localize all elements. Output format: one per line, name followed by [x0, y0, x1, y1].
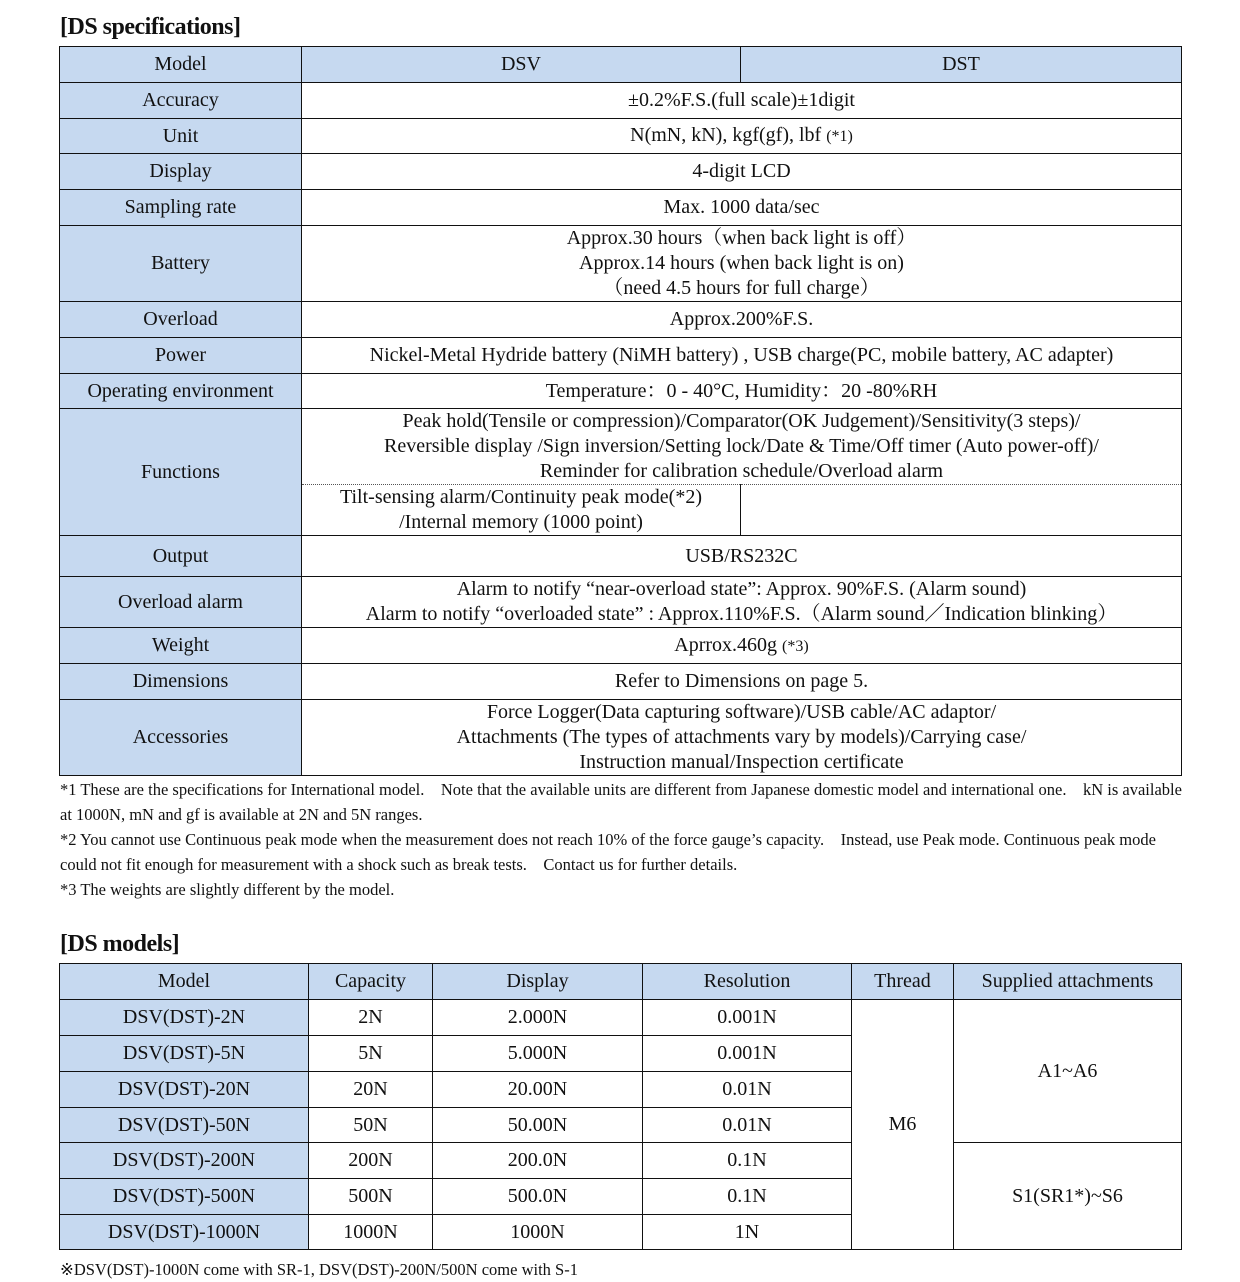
model-name: DSV(DST)-2N [60, 1000, 309, 1036]
footnote-2: *2 You cannot use Continuous peak mode when the measurement does not reach 10% of the force gauge’s capacity. Instead, use Peak mode. Continuous peak mode could not fit enough for measurement with a shock such as break tests. Contact us for further details. [60, 830, 1156, 874]
model-name: DSV(DST)-200N [60, 1143, 309, 1179]
table-row [60, 1143, 1182, 1179]
resolution: 0.001N [643, 1036, 852, 1072]
row-value: 4-digit LCD [302, 154, 1182, 190]
spec-row-operating-environment [60, 374, 1182, 409]
table-row [60, 1000, 1182, 1036]
spec-row-sampling-rate [60, 190, 1182, 226]
spec-row-display [60, 154, 1182, 190]
spec-row-overload-alarm [60, 577, 1182, 628]
display: 20.00N [433, 1072, 643, 1108]
row-value: Approx.30 hours（when back light is off） Approx.14 hours (when back light is on) （need 4.5 hours for full charge） [302, 226, 1182, 302]
spec-row-unit [60, 119, 1182, 154]
col-resolution: Resolution [643, 964, 852, 1000]
row-value: Alarm to notify “near-overload state”: Approx. 90%F.S. (Alarm sound) Alarm to notify “overloaded state” : Approx.110%F.S.（Alarm sound／Indication blinking） [302, 577, 1182, 628]
row-label: Unit [60, 119, 302, 154]
capacity: 20N [309, 1072, 433, 1108]
row-label: Weight [60, 628, 302, 664]
display: 50.00N [433, 1108, 643, 1143]
footnote-1: *1 These are the specifications for International model. Note that the available units are different from Japanese domestic model and international one. kN is available at 1000N, mN and gf is available at 2N and 5N ranges. [60, 780, 1182, 824]
row-value: USB/RS232C [302, 536, 1182, 577]
row-label: Functions [60, 409, 302, 536]
row-label: Overload [60, 302, 302, 338]
spec-row-functions [60, 409, 1182, 485]
spec-row-dimensions [60, 664, 1182, 700]
row-label: Sampling rate [60, 190, 302, 226]
spec-table [59, 46, 1182, 776]
resolution: 1N [643, 1215, 852, 1250]
display: 1000N [433, 1215, 643, 1250]
capacity: 5N [309, 1036, 433, 1072]
spec-row-accessories [60, 700, 1182, 776]
resolution: 0.01N [643, 1108, 852, 1143]
display: 2.000N [433, 1000, 643, 1036]
footnote-3: *3 The weights are slightly different by the model. [60, 880, 395, 899]
resolution: 0.001N [643, 1000, 852, 1036]
row-value: ±0.2%F.S.(full scale)±1digit [302, 83, 1182, 119]
row-label: Accuracy [60, 83, 302, 119]
footnote-ref: (*3) [782, 637, 809, 655]
capacity: 2N [309, 1000, 433, 1036]
attachments-a: A1~A6 [954, 1000, 1182, 1143]
row-label: Display [60, 154, 302, 190]
resolution: 0.1N [643, 1143, 852, 1179]
row-label: Battery [60, 226, 302, 302]
spec-heading: [DS specifications] [60, 14, 241, 40]
spec-row-battery [60, 226, 1182, 302]
row-value: Approx.200%F.S. [302, 302, 1182, 338]
resolution: 0.1N [643, 1179, 852, 1215]
model-name: DSV(DST)-1000N [60, 1215, 309, 1250]
capacity: 200N [309, 1143, 433, 1179]
display: 200.0N [433, 1143, 643, 1179]
row-label: Output [60, 536, 302, 577]
row-value: Refer to Dimensions on page 5. [302, 664, 1182, 700]
spec-footnotes [60, 777, 1182, 902]
col-supplied-attachments: Supplied attachments [954, 964, 1182, 1000]
col-capacity: Capacity [309, 964, 433, 1000]
capacity: 50N [309, 1108, 433, 1143]
spec-row-overload [60, 302, 1182, 338]
row-value: N(mN, kN), kgf(gf), lbf (*1) [302, 119, 1182, 154]
dst-empty-cell [741, 485, 1182, 536]
model-dst: DST [741, 47, 1182, 83]
spec-row-power [60, 338, 1182, 374]
row-value: Force Logger(Data capturing software)/USB cable/AC adaptor/ Attachments (The types of attachments vary by models)/Carrying case/ Instruction manual/Inspection certificate [302, 700, 1182, 776]
resolution: 0.01N [643, 1072, 852, 1108]
dsv-only-functions: Tilt-sensing alarm/Continuity peak mode(*2) /Internal memory (1000 point) [302, 485, 741, 536]
spec-row-output [60, 536, 1182, 577]
display: 500.0N [433, 1179, 643, 1215]
row-label: Power [60, 338, 302, 374]
row-label: Operating environment [60, 374, 302, 409]
row-value: Temperature：0 - 40°C, Humidity：20 -80%RH [302, 374, 1182, 409]
models-heading: [DS models] [60, 931, 180, 957]
row-label: Model [60, 47, 302, 83]
row-value: Max. 1000 data/sec [302, 190, 1182, 226]
spec-row-model [60, 47, 1182, 83]
model-dsv: DSV [302, 47, 741, 83]
models-table [59, 963, 1182, 1250]
row-value: Aprrox.460g (*3) [302, 628, 1182, 664]
model-name: DSV(DST)-500N [60, 1179, 309, 1215]
capacity: 500N [309, 1179, 433, 1215]
col-display: Display [433, 964, 643, 1000]
row-value: Nickel-Metal Hydride battery (NiMH battery) , USB charge(PC, mobile battery, AC adapter) [302, 338, 1182, 374]
models-footnote: ※DSV(DST)-1000N come with SR-1, DSV(DST)-200N/500N come with S-1 [60, 1260, 578, 1279]
row-label: Overload alarm [60, 577, 302, 628]
capacity: 1000N [309, 1215, 433, 1250]
spec-row-accuracy [60, 83, 1182, 119]
model-name: DSV(DST)-50N [60, 1108, 309, 1143]
row-label: Dimensions [60, 664, 302, 700]
row-value: Peak hold(Tensile or compression)/Comparator(OK Judgement)/Sensitivity(3 steps)/ Reversible display /Sign inversion/Setting lock/Date & Time/Off timer (Auto power-off)/ Reminder for calibration schedule/Overload alarm [302, 409, 1182, 485]
row-label: Accessories [60, 700, 302, 776]
spec-row-weight [60, 628, 1182, 664]
model-name: DSV(DST)-20N [60, 1072, 309, 1108]
display: 5.000N [433, 1036, 643, 1072]
models-header-row [60, 964, 1182, 1000]
model-name: DSV(DST)-5N [60, 1036, 309, 1072]
col-model: Model [60, 964, 309, 1000]
col-thread: Thread [852, 964, 954, 1000]
footnote-ref: (*1) [826, 128, 853, 145]
thread: M6 [852, 1000, 954, 1250]
attachments-s: S1(SR1*)~S6 [954, 1143, 1182, 1250]
